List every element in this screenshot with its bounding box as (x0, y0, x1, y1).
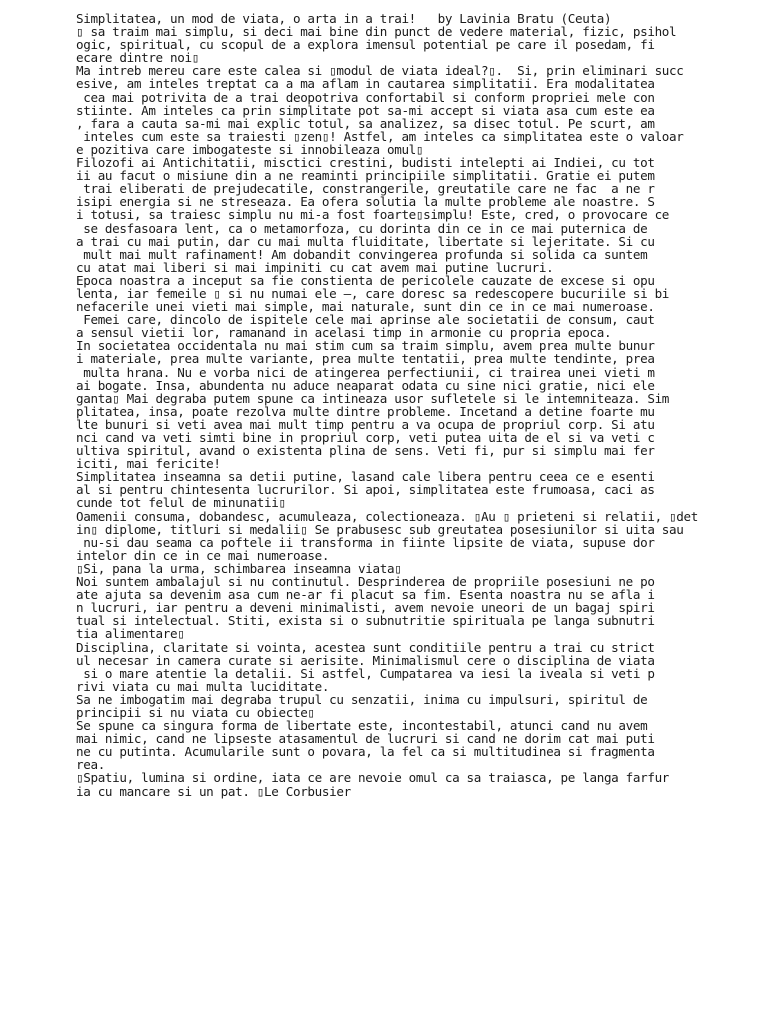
text-line: a sensul vietii lor, ramanand in acelasi timp in armonie cu propria epoca. (76, 325, 612, 341)
text-line: Simplitatea, un mod de viata, o arta in a trai! by Lavinia Bratu (Ceuta) (76, 11, 612, 26)
text-line: ▯Si, pana la urma, schimbarea inseamna viata▯ (76, 560, 402, 576)
text-line: si o mare atentie la detalii. Si astfel, Cumpatarea va iesi la iveala si veti p (76, 665, 655, 681)
text-line: intelor din ce in ce mai numeroase. (76, 547, 330, 563)
text-line: isipi energia si ne streseaza. Ea ofera solutia la multe probleme ale noastre. S (76, 194, 655, 210)
text-line: al si pentru chintesenta lucrurilor. Si apoi, simplitatea este frumoasa, caci as (76, 482, 655, 498)
text-line: Noi suntem ambalajul si nu continutul. Desprinderea de propriile posesiuni ne po (76, 574, 655, 590)
text-line: ai bogate. Insa, abundenta nu aduce neaparat odata cu sine nici gratie, nici ele (76, 377, 655, 393)
text-line: ultiva spiritul, avand o existenta plina de sens. Veti fi, pur si simplu mai fer (76, 443, 655, 459)
text-line: inteles cum este sa traiesti ▯zen▯! Astfel, am inteles ca simplitatea este o valoar (76, 128, 684, 144)
text-line: Disciplina, claritate si vointa, acestea sunt conditiile pentru a trai cu strict (76, 639, 655, 655)
text-line: rivi viata cu mai multa luciditate. (76, 678, 330, 694)
text-line: ▯Spatiu, lumina si ordine, iata ce are nevoie omul ca sa traiasca, pe langa farfur (76, 770, 670, 786)
text-line: Sa ne imbogatim mai degraba trupul cu senzatii, inima cu impulsuri, spiritul de (76, 691, 648, 707)
text-line: ogic, spiritual, cu scopul de a explora imensul potential pe care il posedam, fi (76, 37, 655, 53)
text-line: i materiale, prea multe variante, prea multe tentatii, prea multe tendinte, prea (76, 351, 655, 367)
text-line: trai eliberati de prejudecatile, constrangerile, greutatile care ne fac a ne r (76, 181, 655, 197)
text-line: lte bunuri si veti avea mai mult timp pentru a va ocupa de propriul corp. Si atu (76, 416, 655, 432)
text-line: nci cand va veti simti bine in propriul corp, veti putea uita de el si va veti c (76, 430, 655, 445)
text-line: se desfasoara lent, ca o metamorfoza, cu dorinta din ce in ce mai puternica de (76, 220, 648, 236)
text-line: Ma intreb mereu care este calea si ▯modul de viata ideal?▯. Si, prin eliminari succ (76, 63, 684, 79)
text-line: ia cu mancare si un pat. ▯Le Corbusier (76, 783, 351, 799)
text-line: ate ajuta sa devenim asa cum ne-ar fi placut sa fim. Esenta noastra nu se afla i (76, 587, 655, 603)
text-line: lenta, iar femeile ▯ si nu numai ele –, care doresc sa redescopere bucuriile si bi (76, 285, 670, 301)
text-line: nu-si dau seama ca poftele ii transforma in fiinte lipsite de viata, supuse dor (76, 534, 655, 550)
text-line: In societatea occidentala nu mai stim cum sa traim simplu, avem prea multe bunur (76, 338, 655, 354)
text-line: in▯ diplome, titluri si medalii▯ Se prabusesc sub greutatea posesiunilor si uita sau (76, 521, 684, 537)
text-line: Oamenii consuma, dobandesc, acumuleaza, colectioneaza. ▯Au ▯ prieteni si relatii, ▯det (76, 508, 698, 524)
text-line: , fara a cauta sa-mi mai explic totul, sa analizez, sa disec totul. Pe scurt, am (76, 115, 655, 131)
text-line: principii si nu viata cu obiecte▯ (76, 704, 315, 720)
text-line: Epoca noastra a inceput sa fie constienta de pericolele cauzate de excese si opu (76, 272, 655, 288)
text-line: cea mai potrivita de a trai deopotriva confortabil si conform propriei mele con (76, 89, 655, 105)
text-line: ecare dintre noi▯ (76, 50, 199, 66)
text-line: Se spune ca singura forma de libertate este, incontestabil, atunci cand nu avem (76, 718, 648, 734)
text-line: tia alimentare▯ (76, 626, 185, 642)
text-line: tual si intelectual. Stiti, exista si o subnutritie spirituala pe langa subnutri (76, 613, 655, 629)
text-line: multa hrana. Nu e vorba nici de atingerea perfectiunii, ci trairea unei vieti m (76, 364, 655, 380)
text-line: plitatea, insa, poate rezolva multe dintre probleme. Incetand a detine foarte mu (76, 403, 655, 419)
text-line: cu atat mai liberi si mai impiniti cu cat avem mai putine lucruri. (76, 259, 554, 275)
text-line: ii au facut o misiune din a ne reaminti principiile simplitatii. Gratie ei putem (76, 168, 655, 184)
text-line: Filozofi ai Antichitatii, misctici crestini, budisti intelepti ai Indiei, cu tot (76, 155, 655, 171)
text-line: rea. (76, 757, 105, 773)
text-line: ne cu putinta. Acumularile sunt o povara, la fel ca si multitudinea si fragmenta (76, 744, 655, 760)
text-line: mai nimic, cand ne lipseste atasamentul de lucruri si cand ne dorim cat mai puti (76, 731, 655, 747)
text-line: a trai cu mai putin, dar cu mai multa fluiditate, libertate si lejeritate. Si cu (76, 233, 655, 249)
text-line: e pozitiva care imbogateste si innobileaza omul▯ (76, 141, 424, 157)
text-line: iciti, mai fericite! (76, 456, 221, 472)
text-line: Simplitatea inseamna sa detii putine, lasand cale libera pentru ceea ce e esenti (76, 469, 655, 485)
text-line: ul necesar in camera curate si aerisite. Minimalismul cere o disciplina de viata (76, 652, 655, 668)
text-line: i totusi, sa traiesc simplu nu mi-a fost foarte▯simplu! Este, cred, o provocare ce (76, 207, 670, 223)
text-line: ganta▯ Mai degraba putem spune ca intineaza usor sufletele si le intemniteaza. Sim (76, 390, 670, 406)
text-line: nefacerile unei vieti mai simple, mai naturale, sunt din ce in ce mai numeroase. (76, 299, 655, 315)
text-line: esive, am inteles treptat ca a ma aflam in cautarea simplitatii. Era modalitatea (76, 76, 655, 92)
text-line: mult mai mult rafinament! Am dobandit convingerea profunda si solida ca suntem (76, 246, 648, 262)
document-page (76, 12, 696, 798)
text-line: ▯ sa traim mai simplu, si deci mai bine din punct de vedere material, fizic, psihol (76, 24, 677, 40)
text-line: Femei care, dincolo de ispitele cele mai aprinse ale societatii de consum, caut (76, 312, 655, 328)
text-line: cunde tot felul de minunatii▯ (76, 495, 286, 511)
text-line: n lucruri, iar pentru a deveni minimalisti, avem nevoie uneori de un bagaj spiri (76, 600, 655, 616)
text-line: stiinte. Am inteles ca prin simplitate pot sa-mi accept si viata asa cum este ea (76, 102, 655, 118)
